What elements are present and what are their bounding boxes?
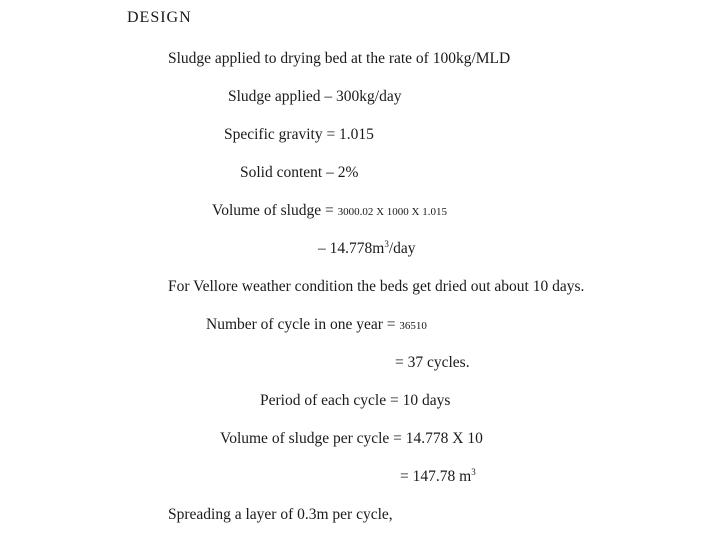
- weather-line: For Vellore weather condition the beds get dried out about 10 days.: [168, 278, 585, 295]
- specific-gravity-line: Specific gravity = 1.015: [224, 126, 374, 143]
- volume-of-sludge-line: [212, 202, 447, 221]
- volume-per-cycle-line: Volume of sludge per cycle = 14.778 X 10: [220, 430, 483, 447]
- spreading-line: Spreading a layer of 0.3m per cycle,: [168, 506, 393, 523]
- volume-result-exponent: 3: [384, 239, 389, 249]
- per-cycle-result-value: = 147.78 m: [400, 468, 472, 485]
- solid-content-line: Solid content – 2%: [240, 164, 359, 181]
- volume-label: Volume of sludge =: [212, 202, 338, 219]
- sludge-applied-line: Sludge applied – 300kg/day: [228, 88, 402, 105]
- per-cycle-result-line: [400, 468, 476, 486]
- per-cycle-result-exponent: 3: [471, 467, 476, 477]
- volume-result-value: – 14.778m: [318, 240, 385, 257]
- volume-result-unit: /day: [388, 240, 416, 257]
- cycles-line: [206, 316, 427, 335]
- volume-result-line: [318, 240, 416, 258]
- cycles-expression: 36510: [399, 320, 427, 332]
- cycles-label: Number of cycle in one year =: [206, 316, 400, 333]
- period-line: Period of each cycle = 10 days: [260, 392, 451, 409]
- rate-line: Sludge applied to drying bed at the rate of 100kg/MLD: [168, 50, 511, 67]
- page-heading: DESIGN: [127, 9, 192, 26]
- volume-expression: 3000.02 X 1000 X 1.015: [337, 206, 447, 218]
- cycles-result-line: = 37 cycles.: [395, 354, 470, 371]
